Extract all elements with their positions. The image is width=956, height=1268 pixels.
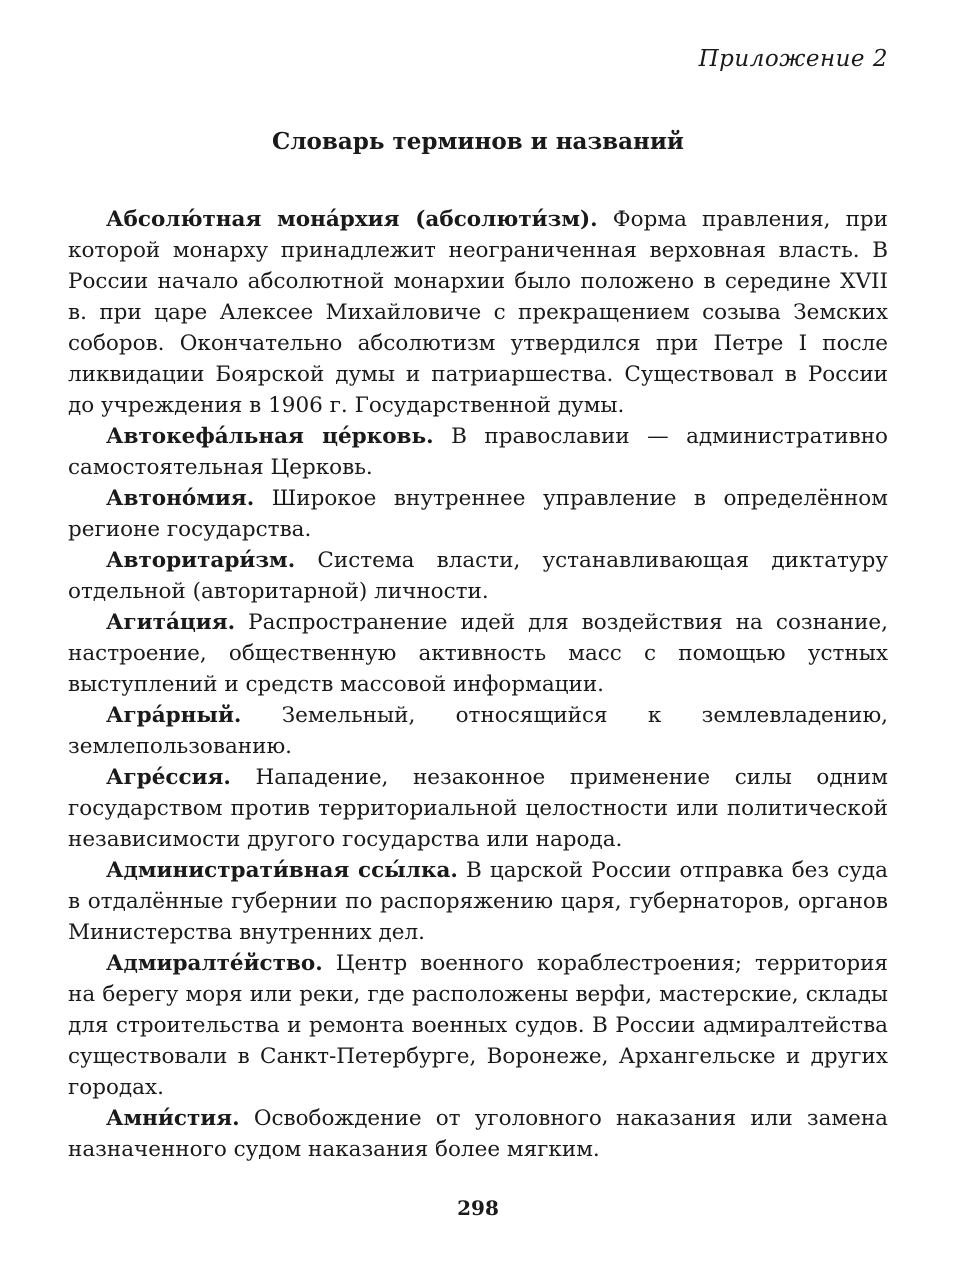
entry-definition: Освобождение от уголовного наказания или замена назначенного судом наказания более мягким. [68,1106,888,1162]
entry-term: Автокефа́льная це́рковь. [106,424,434,449]
entry-definition: Широкое внутреннее управление в определённом регионе государства. [68,486,888,542]
entry-term: Автоно́мия. [106,486,255,511]
entry-definition: Форма правления, при которой монарху принадлежит неограниченная верховная власть. В России начало абсолютной монархии было положено в середине XVII в. при царе Алексее Михайловиче с прекращением созыва Земских соборов. Окончательно абсолютизм утвердился при Петре I после ликвидации Боярской думы и патриаршества. Существовал в России до учреждения в 1906 г. Государственной думы. [68,207,888,418]
glossary-entry [68,204,888,421]
book-page [68,0,888,1268]
entry-term: Авторитари́зм. [106,548,296,573]
entry-definition: Нападение, незаконное применение силы одним государством против территориальной целостности или политической независимости другого государства или народа. [68,765,888,852]
page-title: Словарь терминов и названий [272,128,684,155]
entry-term: Абсолю́тная мона́рхия (абсолюти́зм). [106,207,598,232]
entry-term: Амни́стия. [106,1106,240,1131]
glossary-entry [68,855,888,948]
glossary-entry [68,948,888,1103]
entry-term: Администрати́вная ссы́лка. [106,858,458,883]
glossary-entry [68,762,888,855]
page-number: 298 [457,1196,499,1220]
entry-definition: Система власти, устанавливающая диктатуру отдельной (авторитарной) личности. [68,548,888,604]
glossary-entry [68,1103,888,1165]
entry-definition: Центр военного кораблестроения; территория на берегу моря или реки, где расположены верфи, мастерские, склады для строительства и ремонта военных судов. В России адмиралтейства существовали в Санкт-Петербурге, Воронеже, Архангельске и других городах. [68,951,888,1100]
glossary-entry [68,607,888,700]
entry-term: Агра́рный. [106,703,242,728]
entry-term: Агита́ция. [106,610,236,635]
glossary-entry [68,421,888,483]
glossary-list [68,204,888,1165]
entry-term: Адмиралте́йство. [106,951,323,976]
glossary-entry [68,545,888,607]
entry-definition: Распространение идей для воздействия на сознание, настроение, общественную активность масс с помощью устных выступлений и средств массовой информации. [68,610,888,697]
glossary-entry [68,700,888,762]
appendix-label: Приложение 2 [698,46,888,72]
glossary-entry [68,483,888,545]
entry-term: Агре́ссия. [106,765,231,790]
entry-definition: В православии — административно самостоятельная Церковь. [68,424,888,480]
entry-definition: В царской России отправка без суда в отдалённые губернии по распоряжению царя, губернаторов, органов Министерства внутренних дел. [68,858,888,945]
entry-definition: Земельный, относящийся к землевладению, землепользованию. [68,703,888,759]
